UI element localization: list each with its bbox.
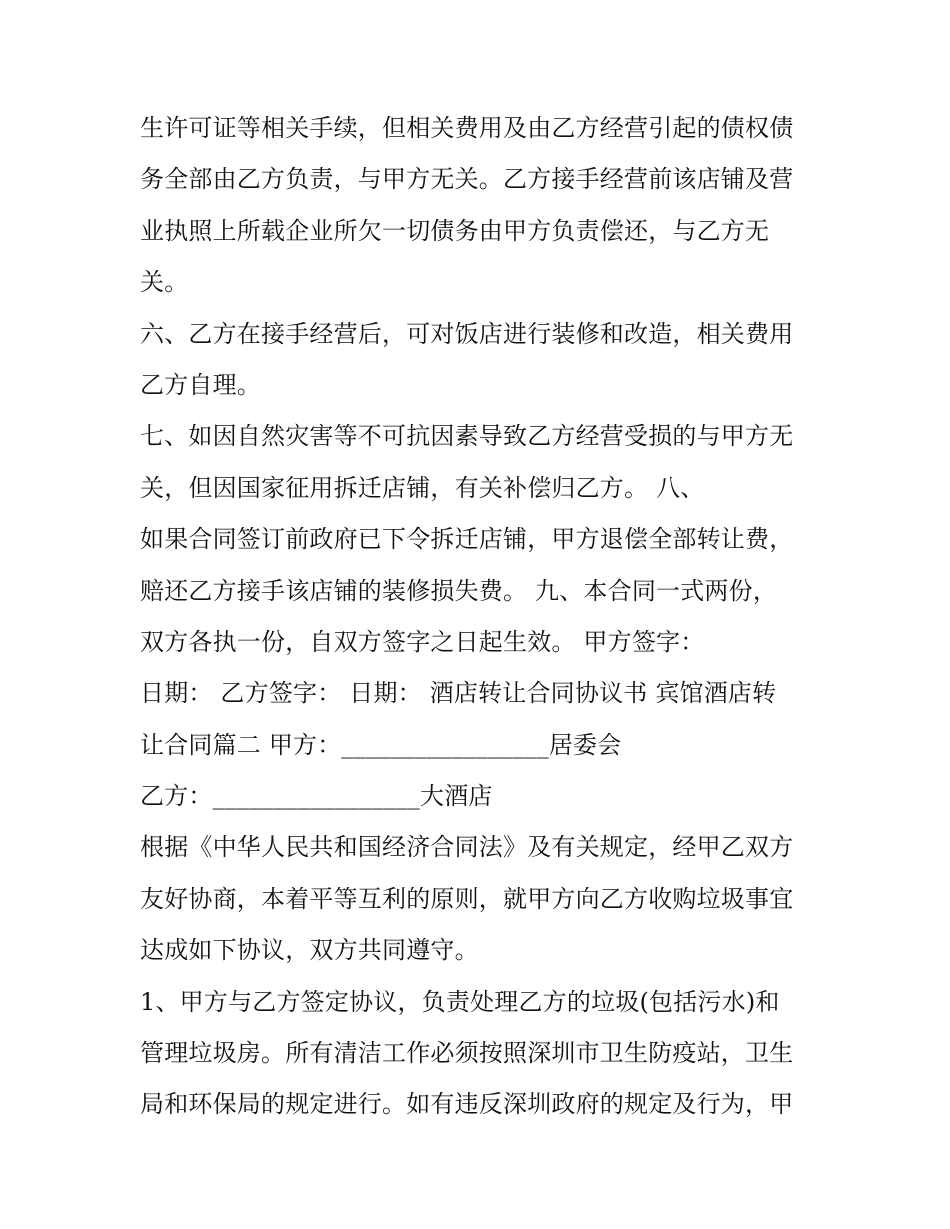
party-b-line: 乙方：_________________大酒店: [140, 782, 493, 811]
party-a-line: 让合同篇二 甲方：_________________居委会: [140, 730, 622, 759]
contract-text: [140, 103, 830, 1131]
text-line: 业执照上所载企业所欠一切债务由甲方负责偿还，与乙方无: [140, 216, 770, 245]
date-signature-line: 日期： 乙方签字： 日期： 酒店转让合同协议书 宾馆酒店转: [140, 679, 777, 708]
text-line: 生许可证等相关手续，但相关费用及由乙方经营引起的债权债: [140, 114, 794, 142]
clause-one: 1、甲方与乙方签定协议，负责处理乙方的垃圾(包括污水)和: [140, 987, 780, 1016]
clause-seven: 七、如因自然灾害等不可抗因素导致乙方经营受损的与甲方无: [140, 422, 794, 451]
text-line: 赔还乙方接手该店铺的装修损失费。 九、本合同一式两份，: [140, 576, 778, 605]
text-line: 如果合同签订前政府已下令拆迁店铺，甲方退偿全部转让费，: [140, 525, 794, 554]
text-line: 管理垃圾房。所有清洁工作必须按照深圳市卫生防疫站，卫生: [140, 1039, 794, 1068]
text-line: 达成如下协议，双方共同遵守。: [140, 936, 479, 965]
text-line: 关，但因国家征用拆迁店铺，有关补偿归乙方。 八、: [140, 473, 705, 502]
text-line: 乙方自理。: [140, 370, 261, 399]
text-line: 友好协商，本着平等互利的原则，就甲方向乙方收购垃圾事宜: [140, 884, 794, 913]
preamble-line: 根据《中华人民共和国经济合同法》及有关规定，经甲乙双方: [140, 833, 794, 862]
signature-line: 双方各执一份，自双方签字之日起生效。 甲方签字：: [140, 627, 705, 656]
text-line: 关。: [140, 268, 189, 297]
clause-six: 六、乙方在接手经营后，可对饭店进行装修和改造，相关费用: [140, 319, 794, 348]
text-line: 务全部由乙方负责，与甲方无关。乙方接手经营前该店铺及营: [140, 165, 794, 194]
text-line: 局和环保局的规定进行。如有违反深圳政府的规定及行为，甲: [140, 1090, 794, 1119]
